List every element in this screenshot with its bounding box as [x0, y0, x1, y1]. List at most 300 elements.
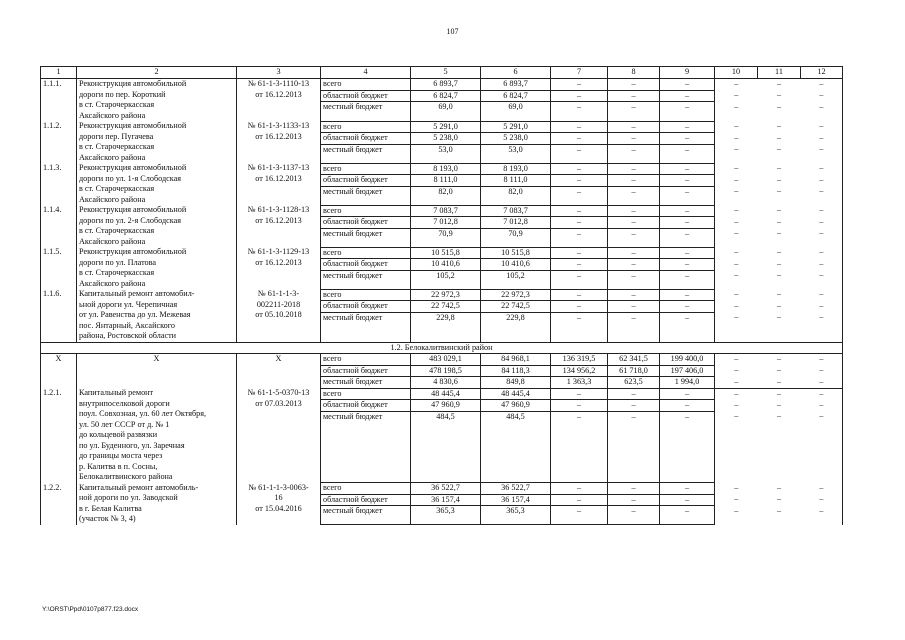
value-v10: –: [715, 377, 758, 389]
value-v12: –: [801, 121, 843, 133]
value-v12: –: [801, 289, 843, 301]
funding-source: местный бюджет: [321, 228, 411, 247]
value-v12: –: [801, 377, 843, 389]
object-name-line: Реконструкция автомобильной: [79, 163, 187, 172]
value-v6: 48 445,4: [481, 388, 551, 400]
value-v7: –: [551, 217, 608, 229]
document-ref: [237, 483, 321, 525]
column-number-header-row: [41, 67, 843, 79]
row-number: 1.1.2.: [41, 121, 77, 163]
object-name-line: в ст. Старочеркасская: [79, 142, 155, 151]
table-row: [41, 247, 843, 259]
value-v5: 6 824,7: [411, 90, 481, 102]
value-v8: 623,5: [608, 377, 660, 389]
value-v11: –: [758, 377, 801, 389]
object-name-line: Реконструкция автомобильной: [79, 121, 187, 130]
object-name-line: от ул. Равенства до ул. Межевая: [79, 310, 191, 319]
row-number: 1.1.1.: [41, 79, 77, 122]
value-v9: –: [660, 301, 715, 313]
value-v7: –: [551, 270, 608, 289]
value-v6: 484,5: [481, 411, 551, 483]
value-v6: 7 012,8: [481, 217, 551, 229]
value-v5: 70,9: [411, 228, 481, 247]
value-v9: –: [660, 312, 715, 342]
value-v11: –: [776, 144, 782, 153]
document-ref: [237, 121, 321, 163]
value-v12: –: [801, 301, 843, 313]
value-v6: 10 515,8: [481, 247, 551, 259]
value-v6: 8 111,0: [481, 175, 551, 187]
value-v6: 47 960,9: [481, 400, 551, 412]
table-row: [41, 79, 843, 91]
object-name-line: дороги по ул. 1-я Слободская: [79, 173, 182, 183]
value-v6: 36 157,4: [481, 494, 551, 506]
document-ref-line: от 16.12.2013: [255, 173, 302, 183]
table-row: [41, 289, 843, 301]
value-v11: –: [776, 90, 782, 99]
value-v10: –: [734, 494, 739, 503]
value-v8: –: [608, 259, 660, 271]
table-row: [41, 388, 843, 400]
value-v6: 10 410,6: [481, 259, 551, 271]
value-v6: 849,8: [481, 377, 551, 389]
value-v11: –: [776, 247, 782, 256]
value-v10: –: [734, 300, 739, 310]
value-v7: –: [551, 79, 608, 91]
value-v8: –: [608, 312, 660, 342]
row-number: 1.2.2.: [41, 483, 77, 525]
column-number-8: 8: [608, 67, 660, 79]
document-ref: [237, 289, 321, 342]
value-v11: –: [776, 411, 782, 420]
value-v9: –: [660, 144, 715, 163]
funding-source: всего: [321, 483, 411, 495]
object-name: [77, 205, 237, 247]
section-total-row: [41, 354, 843, 366]
value-v7: –: [551, 312, 608, 342]
document-ref-line: № 61-1-3-1133-13: [247, 121, 310, 130]
object-name: [77, 79, 237, 122]
value-v12: –: [801, 259, 843, 271]
value-v10: –: [734, 258, 739, 268]
funding-source: всего: [321, 354, 411, 366]
document-ref-line: от 05.10.2018: [255, 310, 302, 319]
value-v5: 5 238,0: [411, 133, 481, 145]
object-name-line: в ст. Старочеркасская: [79, 100, 155, 109]
document-ref-line: № 61-1-3-1137-13: [247, 163, 310, 172]
value-v11: –: [776, 399, 782, 409]
value-v8: –: [608, 205, 660, 217]
object-name-line: в ст. Старочеркасская: [79, 184, 155, 193]
object-name-line: (участок № 3, 4): [79, 514, 136, 523]
document-ref-line: № 61-1-3-1129-13: [247, 247, 310, 256]
value-v11: –: [776, 388, 782, 398]
table-row: [41, 205, 843, 217]
value-v11: –: [776, 482, 782, 492]
funding-source: местный бюджет: [321, 411, 411, 483]
value-v9: –: [660, 228, 715, 247]
document-table-wrapper: [40, 66, 842, 525]
funding-source: областной бюджет: [321, 494, 411, 506]
total-marker-col1: X: [41, 354, 77, 389]
value-v10: –: [734, 90, 739, 99]
value-v5: 10 410,6: [411, 259, 481, 271]
value-v6: 22 972,3: [481, 289, 551, 301]
value-v7: –: [551, 388, 608, 400]
value-v8: 62 341,5: [608, 354, 660, 366]
value-v7: –: [551, 163, 608, 175]
value-v7: –: [551, 90, 608, 102]
funding-source: местный бюджет: [321, 186, 411, 205]
funding-source: областной бюджет: [321, 90, 411, 102]
document-ref-line: 002211-2018: [256, 299, 301, 309]
value-v12: –: [801, 228, 843, 247]
value-v7: –: [551, 186, 608, 205]
row-number: 1.2.1.: [41, 388, 77, 483]
value-v9: –: [660, 217, 715, 229]
value-v9: 197 406,0: [660, 365, 715, 377]
value-v5: 48 445,4: [411, 388, 481, 400]
funding-source: всего: [321, 121, 411, 133]
value-v8: –: [608, 144, 660, 163]
funding-source: всего: [321, 163, 411, 175]
value-v5: 47 960,9: [411, 400, 481, 412]
value-v8: –: [608, 228, 660, 247]
column-number-10: 10: [715, 67, 758, 79]
document-ref-line: № 61-1-1-3-: [257, 289, 300, 298]
value-v9: 1 994,0: [660, 377, 715, 389]
value-v5: 7 012,8: [411, 217, 481, 229]
document-ref-line: от 15.04.2016: [255, 503, 302, 513]
value-v6: 5 238,0: [481, 133, 551, 145]
value-v10: –: [734, 399, 739, 409]
column-number-1: 1: [41, 67, 77, 79]
object-name-line: Аксайского района: [79, 278, 146, 288]
document-ref-line: от 16.12.2013: [255, 257, 302, 267]
funding-source: областной бюджет: [321, 259, 411, 271]
object-name: [77, 289, 237, 342]
value-v12: –: [801, 205, 843, 217]
value-v10: –: [734, 365, 739, 374]
funding-source: областной бюджет: [321, 217, 411, 229]
value-v10: –: [734, 205, 739, 214]
value-v9: –: [660, 289, 715, 301]
page-number: 107: [446, 27, 459, 36]
value-v10: –: [734, 216, 739, 226]
value-v6: 365,3: [481, 506, 551, 525]
value-v12: –: [801, 133, 843, 145]
table-row: [41, 163, 843, 175]
value-v5: 69,0: [411, 102, 481, 122]
column-number-4: 4: [321, 67, 411, 79]
value-v11: –: [776, 205, 782, 214]
value-v10: –: [734, 186, 739, 195]
object-name-line: в г. Белая Калитва: [79, 503, 142, 513]
object-name-line: Реконструкция автомобильной: [79, 205, 187, 214]
value-v5: 8 193,0: [411, 163, 481, 175]
document-ref-line: № 61-1-5-0370-13: [247, 388, 310, 397]
object-name-line: в ст. Старочеркасская: [79, 268, 155, 277]
funding-source: местный бюджет: [321, 377, 411, 389]
object-name-line: Капитальный ремонт автомобил-: [79, 289, 195, 298]
value-v9: –: [660, 259, 715, 271]
document-ref: [237, 247, 321, 289]
value-v5: 105,2: [411, 270, 481, 289]
value-v8: –: [608, 133, 660, 145]
value-v10: –: [734, 144, 739, 153]
value-v7: 136 319,5: [551, 354, 608, 366]
value-v8: –: [608, 90, 660, 102]
value-v10: –: [734, 388, 739, 398]
value-v11: –: [776, 505, 782, 515]
value-v12: –: [801, 90, 843, 102]
value-v7: –: [551, 400, 608, 412]
value-v12: –: [801, 144, 843, 163]
funding-source: всего: [321, 289, 411, 301]
value-v12: –: [801, 217, 843, 229]
value-v5: 36 522,7: [411, 483, 481, 495]
value-v12: –: [801, 354, 843, 366]
value-v7: –: [551, 301, 608, 313]
value-v8: –: [608, 289, 660, 301]
object-name-line: пос. Янтарный, Аксайского: [79, 320, 175, 330]
value-v10: –: [734, 79, 739, 88]
value-v5: 483 029,1: [411, 354, 481, 366]
value-v12: –: [801, 247, 843, 259]
value-v6: 8 193,0: [481, 163, 551, 175]
value-v11: –: [776, 186, 782, 195]
value-v8: –: [608, 217, 660, 229]
value-v9: –: [660, 483, 715, 495]
funding-source: местный бюджет: [321, 102, 411, 122]
value-v6: 53,0: [481, 144, 551, 163]
object-name-line: района, Ростовской области: [79, 331, 177, 340]
value-v10: –: [734, 289, 739, 298]
value-v9: –: [660, 388, 715, 400]
document-ref: [237, 205, 321, 247]
value-v10: –: [734, 505, 739, 515]
value-v6: 70,9: [481, 228, 551, 247]
value-v11: –: [776, 174, 782, 184]
funding-source: местный бюджет: [321, 270, 411, 289]
value-v9: –: [660, 400, 715, 412]
value-v8: –: [608, 186, 660, 205]
document-ref-line: № 61-1-3-1110-13: [247, 79, 310, 88]
column-number-7: 7: [551, 67, 608, 79]
value-v5: 22 742,5: [411, 301, 481, 313]
funding-source: областной бюджет: [321, 175, 411, 187]
funding-source: местный бюджет: [321, 506, 411, 525]
object-name-line: дороги по ул. 2-я Слободская: [79, 215, 182, 225]
value-v5: 4 830,6: [411, 377, 481, 389]
value-v5: 484,5: [411, 411, 481, 483]
funding-source: областной бюджет: [321, 301, 411, 313]
value-v8: –: [608, 483, 660, 495]
object-name-line: Белокалитвинского района: [79, 472, 173, 481]
object-name: [77, 483, 237, 525]
row-number: 1.1.4.: [41, 205, 77, 247]
object-name-line: Капитальный ремонт автомобиль-: [79, 482, 199, 492]
value-v7: 1 363,3: [551, 377, 608, 389]
object-name-line: внутрипоселковой дороги: [79, 398, 170, 408]
object-name-line: до кольцевой развязки: [79, 430, 158, 439]
value-v9: 199 400,0: [660, 354, 715, 366]
value-v6: 6 824,7: [481, 90, 551, 102]
value-v7: –: [551, 411, 608, 483]
object-name: [77, 388, 237, 483]
document-ref: [237, 163, 321, 205]
total-marker-col2: X: [77, 354, 237, 389]
table-row: [41, 121, 843, 133]
section-header-row: [41, 342, 843, 354]
value-v5: 8 111,0: [411, 175, 481, 187]
value-v6: 84 118,3: [481, 365, 551, 377]
value-v8: –: [608, 411, 660, 483]
object-name-line: до границы моста через: [79, 451, 163, 460]
value-v12: –: [801, 365, 843, 377]
value-v11: –: [776, 289, 782, 298]
object-name-line: Аксайского района: [79, 110, 146, 120]
value-v6: 7 083,7: [481, 205, 551, 217]
value-v12: –: [801, 494, 843, 506]
value-v9: –: [660, 186, 715, 205]
object-name-line: ьной дороги ул. Черепичная: [79, 299, 178, 309]
column-number-6: 6: [481, 67, 551, 79]
value-v11: –: [776, 354, 782, 363]
column-number-12: 12: [801, 67, 843, 79]
value-v10: –: [734, 228, 739, 237]
value-v10: –: [734, 163, 739, 172]
document-ref: [237, 388, 321, 483]
funding-source: областной бюджет: [321, 400, 411, 412]
value-v5: 7 083,7: [411, 205, 481, 217]
value-v11: –: [776, 121, 782, 130]
value-v5: 5 291,0: [411, 121, 481, 133]
value-v6: 22 742,5: [481, 301, 551, 313]
value-v8: –: [608, 247, 660, 259]
value-v5: 10 515,8: [411, 247, 481, 259]
funding-source: всего: [321, 247, 411, 259]
value-v12: –: [801, 483, 843, 495]
value-v12: –: [801, 312, 843, 342]
value-v5: 36 157,4: [411, 494, 481, 506]
object-name: [77, 247, 237, 289]
value-v11: –: [776, 101, 782, 111]
value-v6: 105,2: [481, 270, 551, 289]
funding-source: областной бюджет: [321, 365, 411, 377]
funding-source: всего: [321, 205, 411, 217]
value-v7: –: [551, 494, 608, 506]
value-v6: 5 291,0: [481, 121, 551, 133]
value-v7: –: [551, 289, 608, 301]
value-v12: –: [801, 175, 843, 187]
object-name: [77, 121, 237, 163]
value-v11: –: [776, 163, 782, 172]
column-number-2: 2: [77, 67, 237, 79]
value-v7: –: [551, 133, 608, 145]
value-v12: –: [801, 411, 843, 483]
object-name-line: ул. 50 лет СССР от д. № 1: [79, 419, 170, 429]
funding-source: всего: [321, 79, 411, 91]
object-name-line: дороги по пер. Короткий: [79, 89, 166, 99]
object-name-line: в ст. Старочеркасская: [79, 226, 155, 235]
value-v5: 22 972,3: [411, 289, 481, 301]
value-v11: –: [776, 228, 782, 237]
object-name-line: Капитальный ремонт: [79, 388, 154, 397]
value-v7: –: [551, 102, 608, 122]
value-v11: –: [776, 312, 782, 321]
object-name-line: Реконструкция автомобильной: [79, 247, 187, 256]
value-v8: –: [608, 163, 660, 175]
value-v9: –: [660, 411, 715, 483]
value-v7: –: [551, 144, 608, 163]
value-v9: –: [660, 121, 715, 133]
value-v11: –: [776, 300, 782, 310]
value-v12: –: [801, 163, 843, 175]
value-v9: –: [660, 175, 715, 187]
value-v7: –: [551, 506, 608, 525]
value-v11: –: [776, 270, 782, 279]
value-v11: –: [776, 216, 782, 226]
value-v8: –: [608, 400, 660, 412]
value-v5: 229,8: [411, 312, 481, 342]
column-number-3: 3: [237, 67, 321, 79]
object-name-line: Аксайского района: [79, 236, 146, 246]
value-v8: –: [608, 270, 660, 289]
funding-source: местный бюджет: [321, 144, 411, 163]
value-v10: –: [734, 121, 739, 130]
document-ref-line: от 16.12.2013: [255, 131, 302, 141]
value-v9: –: [660, 506, 715, 525]
value-v9: –: [660, 90, 715, 102]
object-name-line: Аксайского района: [79, 194, 146, 204]
document-ref-line: 16: [274, 493, 283, 502]
value-v5: 53,0: [411, 144, 481, 163]
value-v6: 6 893,7: [481, 79, 551, 91]
value-v9: –: [660, 133, 715, 145]
section-title: 1.2. Белокалитвинский район: [41, 342, 843, 354]
value-v11: –: [776, 79, 782, 88]
file-path-footer: Y:\ORST\Ppd\0107p877.f23.docx: [42, 606, 139, 613]
object-name-line: дороги по ул. Платова: [79, 257, 157, 267]
object-name-line: поул. Совхозная, ул. 60 лет Октября,: [79, 409, 207, 418]
total-marker-col3: X: [237, 354, 321, 389]
value-v8: –: [608, 102, 660, 122]
object-name-line: ной дороги по ул. Заводской: [79, 493, 178, 502]
row-number: 1.1.5.: [41, 247, 77, 289]
value-v10: –: [734, 354, 739, 363]
value-v8: –: [608, 494, 660, 506]
value-v12: –: [801, 186, 843, 205]
value-v5: 6 893,7: [411, 79, 481, 91]
value-v12: –: [801, 400, 843, 412]
document-ref: [237, 79, 321, 122]
funding-source: всего: [321, 388, 411, 400]
value-v6: 36 522,7: [481, 483, 551, 495]
value-v5: 82,0: [411, 186, 481, 205]
value-v8: –: [608, 301, 660, 313]
document-ref-line: от 16.12.2013: [255, 215, 302, 225]
object-name-line: р. Калитва в п. Сосны,: [79, 461, 158, 471]
value-v10: –: [734, 312, 739, 321]
value-v7: –: [551, 247, 608, 259]
value-v9: –: [660, 247, 715, 259]
budget-table: [40, 66, 843, 525]
value-v11: –: [776, 258, 782, 268]
object-name-line: по ул. Буденного, ул. Заречная: [79, 440, 185, 450]
value-v7: –: [551, 259, 608, 271]
object-name-line: Аксайского района: [79, 152, 146, 162]
